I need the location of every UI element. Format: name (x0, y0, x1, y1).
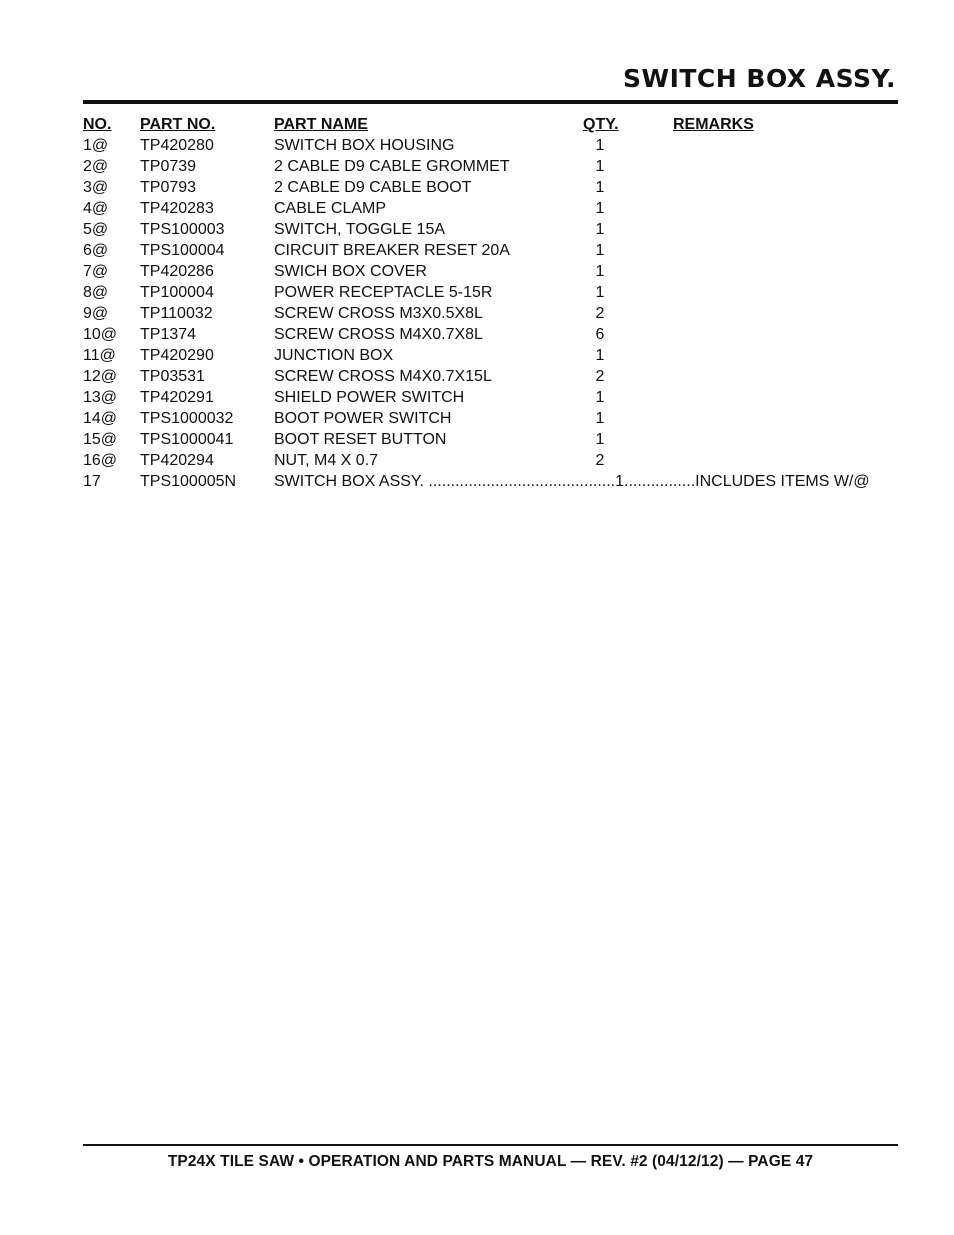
quantity: 1 (595, 389, 605, 406)
item-no: 3@ (83, 179, 109, 196)
table-row (83, 261, 898, 282)
header-remarks: REMARKS (673, 116, 754, 133)
part-name: SCREW CROSS M4X0.7X8L (274, 326, 483, 343)
table-row (83, 366, 898, 387)
header-qty: QTY. (583, 116, 619, 133)
part-number: TP420294 (140, 452, 214, 469)
table-row (83, 219, 898, 240)
part-name: BOOT RESET BUTTON (274, 431, 447, 448)
part-number: TPS100003 (140, 221, 225, 238)
table-row (83, 324, 898, 345)
item-no: 17 (83, 473, 101, 490)
table-row (83, 240, 898, 261)
part-name: NUT, M4 X 0.7 (274, 452, 379, 469)
part-name: SWITCH BOX HOUSING (274, 137, 455, 154)
page-title: SWITCH BOX ASSY. (622, 64, 896, 93)
part-number: TPS1000032 (140, 410, 234, 427)
part-name: POWER RECEPTACLE 5-15R (274, 284, 493, 301)
item-no: 9@ (83, 305, 109, 322)
table-row (83, 156, 898, 177)
quantity: 1 (595, 221, 605, 238)
table-row (83, 303, 898, 324)
item-no: 11@ (83, 347, 116, 364)
item-no: 1@ (83, 137, 109, 154)
part-number: TP420291 (140, 389, 214, 406)
part-name: SCREW CROSS M3X0.5X8L (274, 305, 483, 322)
table-row (83, 177, 898, 198)
quantity: 2 (595, 305, 605, 322)
assembly-leader-line: SWITCH BOX ASSY. ..........................................1................INCLUDES ITEMS W/@ (274, 473, 870, 490)
part-name: SWICH BOX COVER (274, 263, 427, 280)
item-no: 13@ (83, 389, 118, 406)
part-number: TPS100004 (140, 242, 225, 259)
part-name: SWITCH, TOGGLE 15A (274, 221, 446, 238)
header-no: NO. (83, 116, 112, 133)
item-no: 10@ (83, 326, 118, 343)
part-name: SHIELD POWER SWITCH (274, 389, 465, 406)
item-no: 14@ (83, 410, 118, 427)
quantity: 1 (595, 431, 605, 448)
part-number: TP110032 (140, 305, 213, 322)
part-number: TP420283 (140, 200, 214, 217)
quantity: 2 (595, 368, 605, 385)
item-no: 6@ (83, 242, 109, 259)
quantity: 1 (595, 179, 605, 196)
quantity: 1 (595, 158, 605, 175)
quantity: 1 (595, 242, 605, 259)
quantity: 6 (595, 326, 605, 343)
item-no: 5@ (83, 221, 109, 238)
part-name: JUNCTION BOX (274, 347, 394, 364)
part-number: TPS100005N (140, 473, 237, 490)
table-row (83, 282, 898, 303)
part-number: TP1374 (140, 326, 197, 343)
item-no: 8@ (83, 284, 109, 301)
header-part-name: PART NAME (274, 116, 368, 133)
part-name: 2 CABLE D9 CABLE GROMMET (274, 158, 510, 175)
quantity: 1 (595, 200, 605, 217)
item-no: 4@ (83, 200, 109, 217)
item-no: 12@ (83, 368, 118, 385)
table-row (83, 135, 898, 156)
part-name: CABLE CLAMP (274, 200, 387, 217)
quantity: 2 (595, 452, 605, 469)
part-number: TP100004 (140, 284, 214, 301)
footer-rule (83, 1144, 898, 1146)
table-header-row (83, 114, 898, 135)
part-name: CIRCUIT BREAKER RESET 20A (274, 242, 510, 259)
part-number: TP03531 (140, 368, 205, 385)
item-no: 2@ (83, 158, 109, 175)
quantity: 1 (595, 410, 605, 427)
part-number: TP420290 (140, 347, 214, 364)
quantity: 1 (595, 284, 605, 301)
table-row (83, 429, 898, 450)
header-part-no: PART NO. (140, 116, 216, 133)
page-footer: TP24X TILE SAW • OPERATION AND PARTS MANUAL — REV. #2 (04/12/12) — PAGE 47 (167, 1153, 814, 1170)
quantity: 1 (595, 263, 605, 280)
quantity: 1 (595, 137, 605, 154)
title-rule (83, 100, 898, 104)
part-number: TPS1000041 (140, 431, 234, 448)
item-no: 15@ (83, 431, 118, 448)
table-row (83, 345, 898, 366)
part-number: TP420280 (140, 137, 214, 154)
table-row (83, 408, 898, 429)
item-no: 7@ (83, 263, 109, 280)
part-number: TP420286 (140, 263, 214, 280)
table-row (83, 198, 898, 219)
parts-table (83, 114, 898, 492)
part-name: SCREW CROSS M4X0.7X15L (274, 368, 492, 385)
table-row (83, 387, 898, 408)
part-name: BOOT POWER SWITCH (274, 410, 452, 427)
part-name: 2 CABLE D9 CABLE BOOT (274, 179, 472, 196)
part-number: TP0793 (140, 179, 197, 196)
item-no: 16@ (83, 452, 118, 469)
part-number: TP0739 (140, 158, 197, 175)
quantity: 1 (595, 347, 605, 364)
assembly-row (83, 471, 898, 492)
table-row (83, 450, 898, 471)
